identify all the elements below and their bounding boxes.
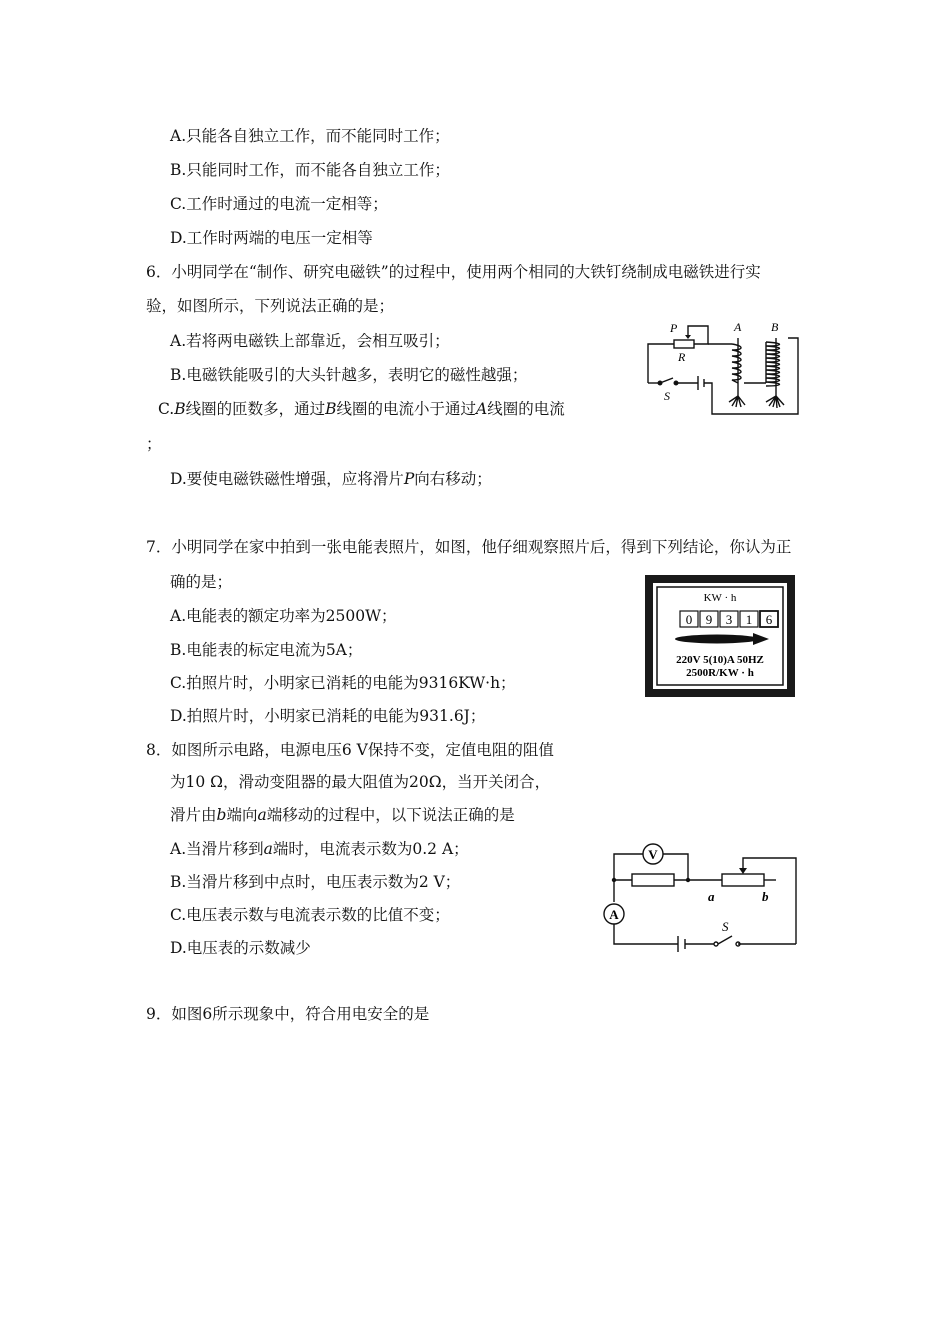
q5-option-d: D.工作时两端的电压一定相等 (170, 229, 373, 247)
electricity-meter-photo (645, 575, 795, 697)
label-r: R (678, 350, 686, 364)
q8-option-b: B.当滑片移到中点时，电压表示数为2 V； (170, 873, 461, 891)
q6-option-c-continuation: ； (146, 435, 162, 453)
q6-stem-line2: 验，如图所示，下列说法正确的是； (146, 297, 395, 315)
meter-spec-line1: 220V 5(10)A 50HZ (676, 654, 764, 666)
terminal-b-label: b (762, 889, 769, 904)
q7-option-c: C.拍照片时，小明家已消耗的电能为9316KW·h； (170, 674, 516, 692)
q8-option-a: A.当滑片移到a端时，电流表示数为0.2 A； (170, 840, 469, 858)
circuit-diagram (598, 838, 800, 960)
meter-unit: KW · h (703, 592, 737, 604)
q7-option-d: D.拍照片时，小明家已消耗的电能为931.6J； (170, 707, 486, 725)
q6-option-c: C.B线圈的匝数多，通过B线圈的电流小于通过A线圈的电流 (158, 400, 565, 418)
q6-stem-line1: 6．小明同学在“制作、研究电磁铁”的过程中，使用两个相同的大铁钉绕制成电磁铁进行实 (146, 263, 761, 281)
label-p: P (670, 321, 678, 335)
q8-stem-line1: 8．如图所示电路，电源电压6 V保持不变，定值电阻的阻值 (146, 741, 554, 759)
q6-option-b: B.电磁铁能吸引的大头针越多，表明它的磁性越强； (170, 366, 528, 384)
q6-option-a: A.若将两电磁铁上部靠近，会相互吸引； (170, 332, 450, 350)
switch-label: S (722, 919, 729, 934)
meter-disc (675, 635, 759, 644)
q9-stem: 9．如图6所示现象中，符合用电安全的是 (146, 1005, 430, 1023)
q7-stem-line1: 7．小明同学在家中拍到一张电能表照片，如图，他仔细观察照片后，得到下列结论，你认为正 (146, 538, 792, 556)
label-a: A (734, 320, 742, 334)
q5-option-c: C.工作时通过的电流一定相等； (170, 195, 388, 213)
meter-digit: 0 (685, 612, 693, 627)
q8-stem-line2: 为10 Ω，滑动变阻器的最大阻值为20Ω，当开关闭合， (170, 773, 551, 791)
meter-digit: 9 (705, 612, 713, 627)
meter-digit: 3 (725, 612, 733, 627)
q5-option-b: B.只能同时工作，而不能各自独立工作； (170, 161, 450, 179)
meter-digit: 1 (745, 612, 753, 627)
q8-stem-line3: 滑片由b端向a端移动的过程中，以下说法正确的是 (170, 806, 515, 824)
q7-stem-line2: 确的是； (170, 573, 233, 591)
label-b: B (771, 320, 779, 334)
label-s: S (664, 389, 670, 403)
terminal-a-label: a (708, 889, 715, 904)
ammeter-label: A (609, 907, 619, 922)
q8-option-c: C.电压表示数与电流表示数的比值不变； (170, 906, 450, 924)
q7-option-a: A.电能表的额定功率为2500W； (170, 607, 397, 625)
q7-option-b: B.电能表的标定电流为5A； (170, 641, 363, 659)
q8-option-d: D.电压表的示数减少 (170, 939, 311, 957)
electromagnet-diagram (640, 318, 810, 424)
meter-spec-line2: 2500R/KW · h (686, 667, 754, 679)
q5-option-a: A.只能各自独立工作，而不能同时工作； (170, 127, 450, 145)
meter-digit: 6 (765, 612, 773, 627)
voltmeter-label: V (648, 847, 658, 862)
q6-option-d: D.要使电磁铁磁性增强，应将滑片P向右移动； (170, 470, 492, 488)
